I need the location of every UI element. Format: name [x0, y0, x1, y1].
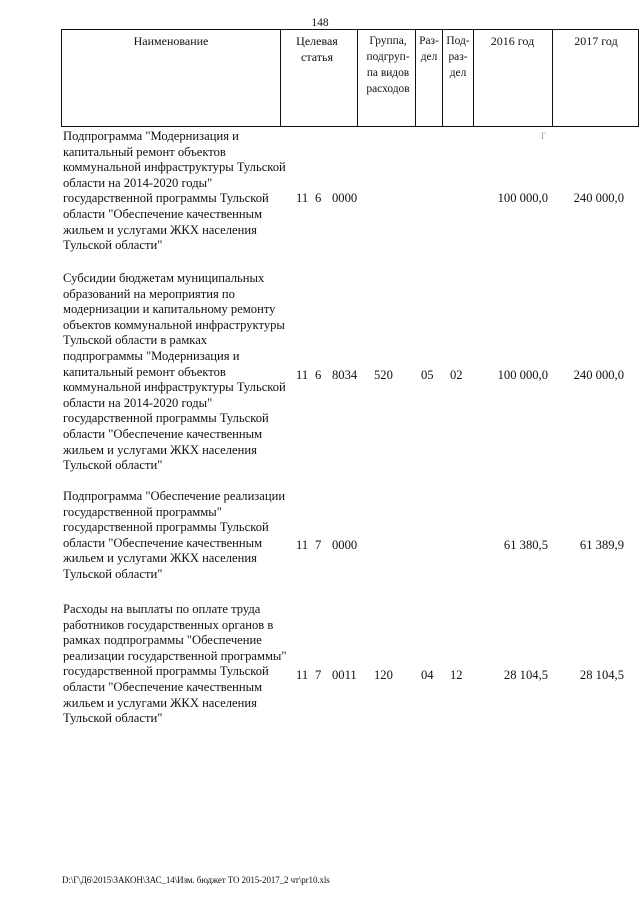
row-name: Субсидии бюджетам муниципальных образований на мероприятия по модернизации и капитальному ремонту объектов коммунальной инфраструктуры Тульской области в рамках подпрограммы "Модернизация и капитальный ремонт объектов коммунальной инфраструктуры Тульской области на 2014-2020 годы" государственной программы Тульской области "Обеспечение качественным жильем и услугами ЖКХ населения Тульской области" [63, 271, 286, 473]
row-2017: 28 104,5 [579, 668, 624, 682]
row-2017: 61 389,9 [579, 538, 624, 552]
row-2017: 240 000,0 [573, 191, 624, 205]
row-target-code-1: 11 [296, 538, 309, 552]
scan-mark: Г [541, 131, 547, 141]
row-target-code-2: 6 [315, 191, 322, 205]
row-target-code-2: 7 [315, 668, 322, 682]
page-number: 148 [311, 17, 329, 29]
header-2016: 2016 год [490, 34, 535, 48]
row-name: Подпрограмма "Модернизация и капитальный ремонт объектов коммунальной инфраструктуры Тульской области на 2014-2020 годы" государственной программы Тульской области "Обеспечение качественным жильем и услугами ЖКХ населения Тульской области" [63, 129, 286, 253]
header-expense-group: Группа, подгруп-па видов расходов [366, 35, 410, 95]
row-section: 05 [421, 368, 434, 382]
table-header [61, 29, 639, 127]
row-2016: 61 380,5 [503, 538, 548, 552]
row-group: 120 [374, 668, 393, 682]
row-2016: 28 104,5 [503, 668, 548, 682]
row-target-code-3: 0011 [332, 668, 357, 682]
header-2017: 2017 год [574, 34, 618, 48]
row-name: Расходы на выплаты по оплате труда работников государственных органов в рамках подпрограммы "Обеспечение реализации государственной программы" государственной программы Тульской области "Обеспечение качественным жильем и услугами ЖКХ населения Тульской области" [63, 602, 287, 726]
row-2016: 100 000,0 [497, 191, 548, 205]
row-target-code-2: 7 [315, 538, 322, 552]
row-subsection: 02 [450, 368, 463, 382]
row-target-code-2: 6 [315, 368, 322, 382]
row-target-code-1: 11 [296, 668, 309, 682]
row-2016: 100 000,0 [497, 368, 548, 382]
row-2017: 240 000,0 [573, 368, 624, 382]
row-name: Подпрограмма "Обеспечение реализации государственной программы" государственной программы Тульской области "Обеспечение качественным жильем и услугами ЖКХ населения Тульской области" [63, 489, 286, 581]
header-name: Наименование [133, 34, 209, 48]
column-divider [357, 30, 358, 126]
column-divider [280, 30, 281, 126]
row-target-code-1: 11 [296, 191, 309, 205]
header-subsection: Под-раз-дел [446, 35, 470, 79]
row-target-code-1: 11 [296, 368, 309, 382]
row-target-code-3: 0000 [332, 538, 358, 552]
row-target-code-3: 8034 [332, 368, 358, 382]
row-subsection: 12 [450, 668, 463, 682]
row-target-code-3: 0000 [332, 191, 358, 205]
header-target-article: Целевая статья [296, 34, 338, 64]
row-section: 04 [421, 668, 434, 682]
file-path-footer: D:\Г\Д6\2015\ЗАКОН\ЗАС_14\Изм. бюджет ТО 2015-2017_2 чт\pr10.xls [62, 875, 330, 885]
header-section: Раз-дел [419, 35, 439, 63]
row-group: 520 [374, 368, 393, 382]
